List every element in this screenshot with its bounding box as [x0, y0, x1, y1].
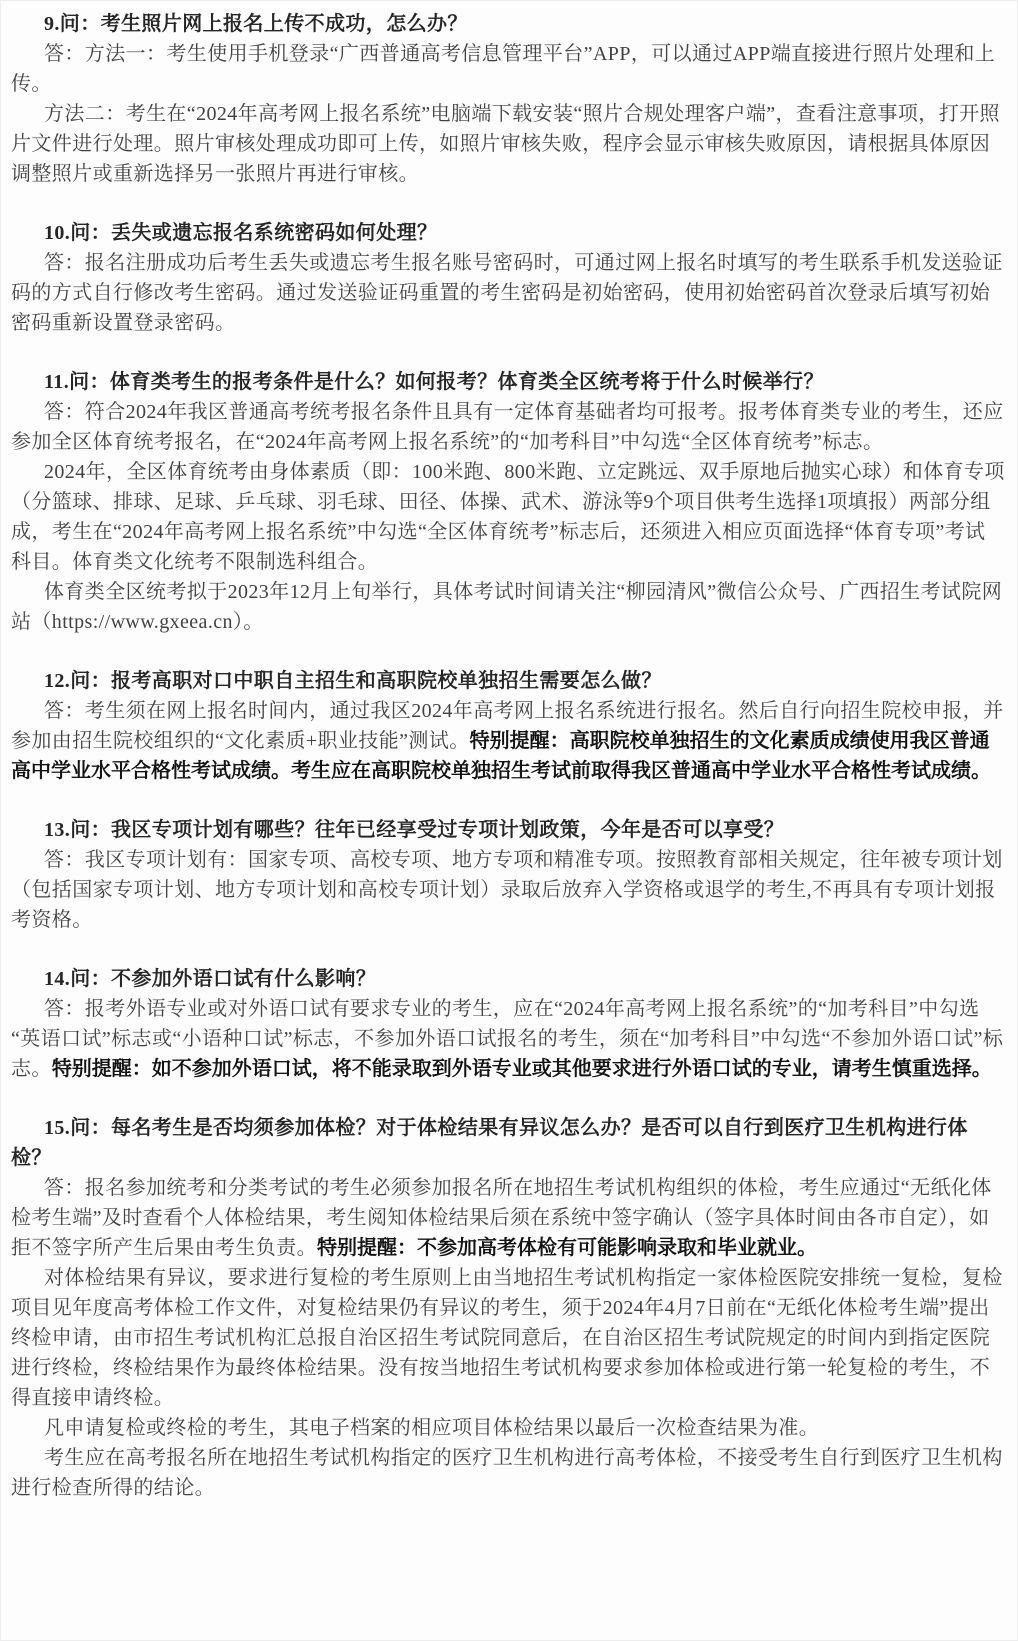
answer-text: 答：考生须在网上报名时间内，通过我区2024年高考网上报名系统进行报名。然后自行向招生院校申报，并参加由招生院校组织的“文化素质+职业技能”测试。: [11, 700, 1004, 752]
qa-block: [11, 1113, 1005, 1503]
answer-paragraph: [11, 696, 1005, 786]
answer-paragraph: [11, 39, 1005, 99]
qa-block: [11, 666, 1005, 786]
answer-text: 对体检结果有异议，要求进行复检的考生原则上由当地招生考试机构指定一家体检医院安排统一复检，复检项目见年度高考体检工作文件，对复检结果仍有异议的考生，须于2024年4月7日前在“无纸化体检考生端”提出终检申请，由市招生考试机构汇总报自治区招生考试院同意后，在自治区招生考试院规定的时间内到指定医院进行终检，终检结果作为最终体检结果。没有按当地招生考试机构要求参加体检或进行第一轮复检的考生，不得直接申请终检。: [11, 1267, 1003, 1409]
qa-block: [11, 218, 1005, 338]
answer-paragraph: [11, 457, 1005, 577]
answer-text: 凡申请复检或终检的考生，其电子档案的相应项目体检结果以最后一次检查结果为准。: [44, 1417, 820, 1439]
question-text: 15.问：每名考生是否均须参加体检？对于体检结果有异议怎么办？是否可以自行到医疗卫生机构进行体检？: [11, 1117, 968, 1169]
answer-paragraph: [11, 99, 1005, 189]
question-text: 14.问：不参加外语口试有什么影响？: [44, 968, 377, 990]
answer-paragraph: [11, 248, 1005, 338]
special-reminder-text: 特别提醒：不参加高考体检有可能影响录取和毕业就业。: [317, 1237, 817, 1259]
special-reminder-text: 特别提醒：如不参加外语口试，将不能录取到外语专业或其他要求进行外语口试的专业，请考生慎重选择。: [51, 1058, 992, 1080]
qa-block: [11, 9, 1005, 189]
answer-paragraph: [11, 397, 1005, 457]
qa-block: [11, 964, 1005, 1084]
answer-text: 答：符合2024年我区普通高考统考报名条件且具有一定体育基础者均可报考。报考体育类专业的考生，还应参加全区体育统考报名，在“2024年高考网上报名系统”的“加考科目”中勾选“全区体育统考”标志。: [11, 401, 1004, 453]
answer-paragraph: [11, 845, 1005, 935]
answer-paragraph: [11, 577, 1005, 637]
answer-text: 方法二：考生在“2024年高考网上报名系统”电脑端下载安装“照片合规处理客户端”，查看注意事项，打开照片文件进行处理。照片审核处理成功即可上传，如照片审核失败，程序会显示审核失败原因，请根据具体原因调整照片或重新选择另一张照片再进行审核。: [11, 103, 1000, 185]
answer-text: 答：报名参加统考和分类考试的考生必须参加报名所在地招生考试机构组织的体检，考生应通过“无纸化体检考生端”及时查看个人体检结果，考生阅知体检结果后须在系统中签字确认（签字具体时间由各市自定），如拒不签字所产生后果由考生负责。: [11, 1177, 992, 1259]
answer-paragraph: [11, 994, 1005, 1084]
qa-block: [11, 367, 1005, 637]
answer-text: 答：我区专项计划有：国家专项、高校专项、地方专项和精准专项。按照教育部相关规定，往年被专项计划（包括国家专项计划、地方专项计划和高校专项计划）录取后放弃入学资格或退学的考生,不再具有专项计划报考资格。: [11, 849, 1003, 931]
question-text: 12.问：报考高职对口中职自主招生和高职院校单独招生需要怎么做？: [44, 670, 662, 692]
answer-text: 答：报名注册成功后考生丢失或遗忘考生报名账号密码时，可通过网上报名时填写的考生联系手机发送验证码的方式自行修改考生密码。通过发送验证码重置的考生密码是初始密码，使用初始密码首次登录后填写初始密码重新设置登录密码。: [11, 252, 1003, 334]
answer-text: 体育类全区统考拟于2023年12月上旬举行，具体考试时间请关注“柳园清风”微信公众号、广西招生考试院网站（https://www.gxeea.cn）。: [11, 581, 1003, 633]
answer-paragraph: [11, 1443, 1005, 1503]
answer-text: 答：报考外语专业或对外语口试有要求专业的考生，应在“2024年高考网上报名系统”的“加考科目”中勾选“英语口试”标志或“小语种口试”标志，不参加外语口试报名的考生，须在“加考科目”中勾选“不参加外语口试”标志。: [11, 998, 1004, 1080]
answer-text: 考生应在高考报名所在地招生考试机构指定的医疗卫生机构进行高考体检，不接受考生自行到医疗卫生机构进行检查所得的结论。: [11, 1447, 1003, 1499]
answer-paragraph: [11, 1173, 1005, 1263]
answer-text: 2024年，全区体育统考由身体素质（即：100米跑、800米跑、立定跳远、双手原地后抛实心球）和体育专项（分篮球、排球、足球、乒乓球、羽毛球、田径、体操、武术、游泳等9个项目供考生选择1项填报）两部分组成，考生在“2024年高考网上报名系统”中勾选“全区体育统考”标志后，还须进入相应页面选择“体育专项”考试科目。体育类文化统考不限制选科组合。: [11, 461, 1005, 573]
answer-paragraph: [11, 1263, 1005, 1413]
question-text: 11.问：体育类考生的报考条件是什么？如何报考？体育类全区统考将于什么时候举行？: [44, 371, 824, 393]
qa-block: [11, 815, 1005, 935]
faq-document: [1, 1, 1017, 1543]
answer-paragraph: [11, 1413, 1005, 1443]
question-text: 10.问：丢失或遗忘报名系统密码如何处理？: [44, 222, 438, 244]
question-text: 13.问：我区专项计划有哪些？往年已经享受过专项计划政策，今年是否可以享受？: [44, 819, 785, 841]
answer-text: 答：方法一：考生使用手机登录“广西普通高考信息管理平台”APP，可以通过APP端直接进行照片处理和上传。: [11, 43, 996, 95]
question-text: 9.问：考生照片网上报名上传不成功，怎么办？: [44, 13, 468, 35]
special-reminder-text: 特别提醒：高职院校单独招生的文化素质成绩使用我区普通高中学业水平合格性考试成绩。考生应在高职院校单独招生考试前取得我区普通高中学业水平合格性考试成绩。: [11, 730, 991, 782]
